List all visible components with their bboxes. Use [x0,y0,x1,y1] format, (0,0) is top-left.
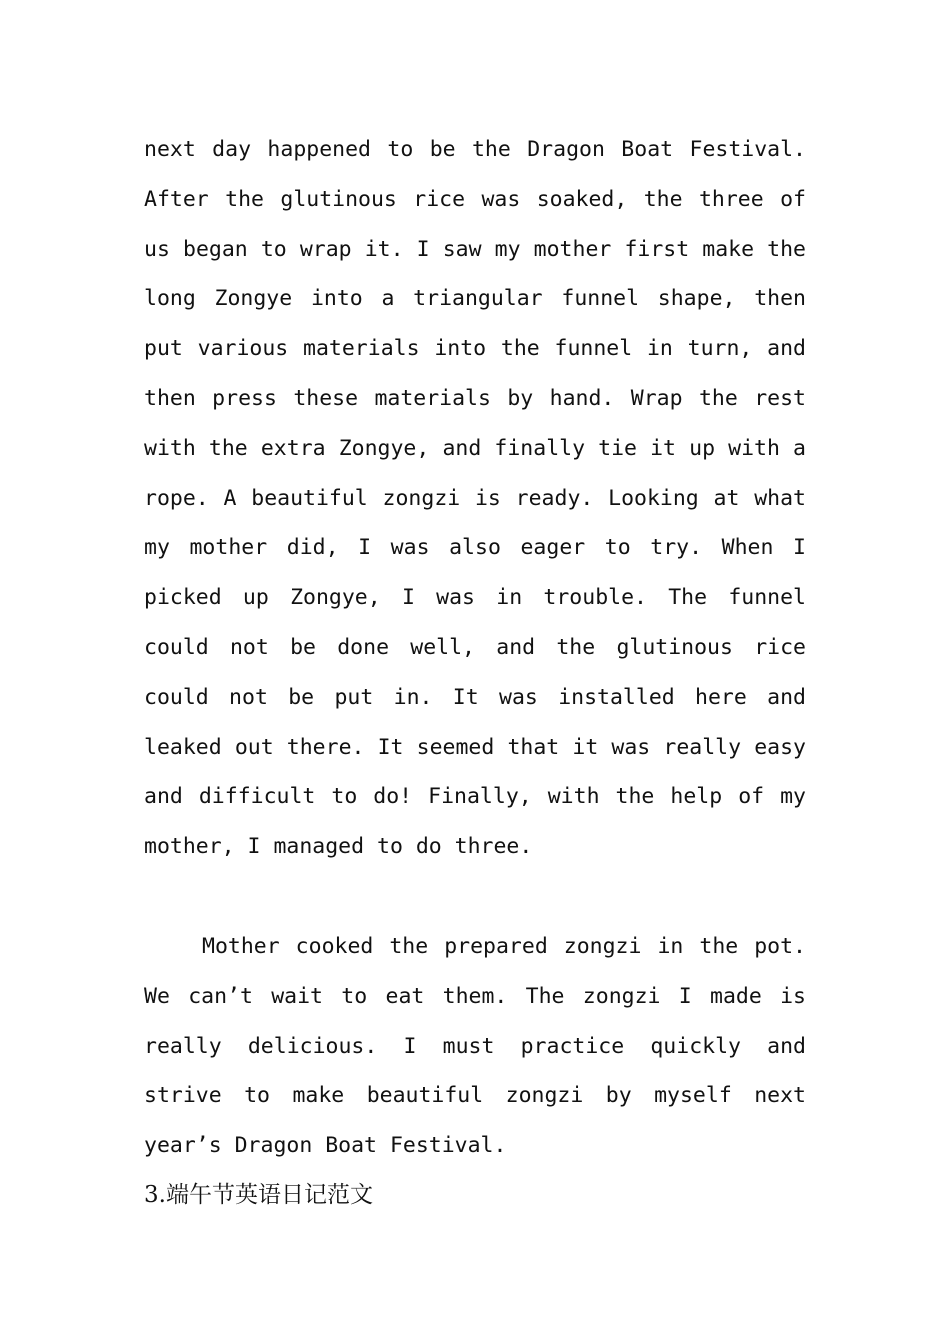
paragraph-line: my mother did, I was also eager to try. When I [144,535,806,561]
paragraph-line: leaked out there. It seemed that it was really easy [144,734,806,760]
paragraph-line: Mother cooked the prepared zongzi in the pot. [202,934,806,959]
paragraph-line: rope. A beautiful zongzi is ready. Looking at what [144,485,806,511]
paragraph-line: strive to make beautiful zongzi by myself next [144,1083,806,1109]
paragraph-line: picked up Zongye, I was in trouble. The funnel [144,585,806,611]
paragraph-2 [144,922,806,1171]
paragraph-line: After the glutinous rice was soaked, the three of [144,186,806,212]
paragraph-line: We can’t wait to eat them. The zongzi I made is [144,983,806,1009]
paragraph-line: long Zongye into a triangular funnel shape, then [144,286,806,312]
paragraph-line: then press these materials by hand. Wrap the rest [144,385,806,411]
paragraph-line: with the extra Zongye, and finally tie it up with a [144,435,806,461]
section-heading: 3.端午节英语日记范文 [144,1182,373,1208]
paragraph-line: really delicious. I must practice quickly and [144,1033,806,1059]
paragraph-line: could not be put in. It was installed here and [144,684,806,710]
paragraph-line: next day happened to be the Dragon Boat Festival. [144,137,806,162]
paragraph-line: us began to wrap it. I saw my mother first make the [144,236,806,262]
paragraph-line: put various materials into the funnel in turn, and [144,336,806,362]
paragraph-line: could not be done well, and the glutinous rice [144,634,806,660]
paragraph-line: and difficult to do! Finally, with the help of my [144,784,806,810]
paragraph-line: year’s Dragon Boat Festival. [144,1133,507,1159]
paragraph-line: mother, I managed to do three. [144,834,533,860]
paragraph-1 [144,125,806,872]
